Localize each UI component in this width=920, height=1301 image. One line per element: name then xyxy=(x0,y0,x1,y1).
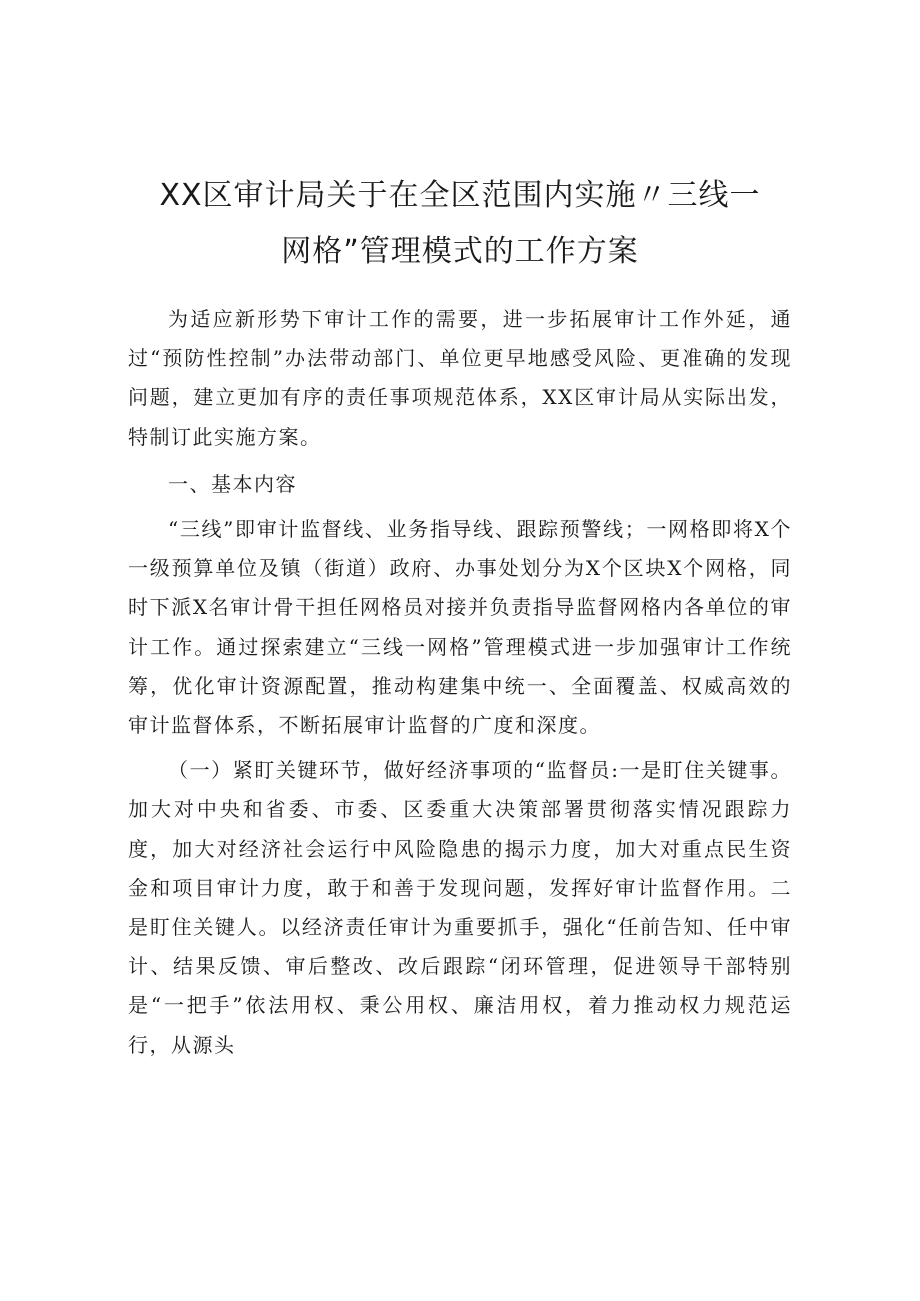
intro-paragraph: 为适应新形势下审计工作的需要，进一步拓展审计工作外延，通过“预防性控制”办法带动部门、单位更早地感受风险、更准确的发现问题，建立更加有序的责任事项规范体系，XX区审计局从实际出发，特制订此实施方案。 xyxy=(128,307,792,449)
title-line-2: 网格”管理模式的工作方案 xyxy=(281,234,639,269)
document-title xyxy=(100,168,820,280)
document-body xyxy=(128,300,792,1065)
basic-content-paragraph: “三线”即审计监督线、业务指导线、跟踪预警线；一网格即将X个一级预算单位及镇（街道）政府、办事处划分为X个区块X个网格，同时下派X名审计骨干担任网格员对接并负责指导监督网格内各单位的审计工作。通过探索建立“三线一网格”管理模式进一步加强审计工作统筹，优化审计资源配置，推动构建集中统一、全面覆盖、权威高效的审计监督体系，不断拓展审计监督的广度和深度。 xyxy=(128,517,792,738)
subsection-paragraph-1: （一）紧盯关键环节，做好经济事项的“监督员:一是盯住关键事。加大对中央和省委、市委、区委重大决策部署贯彻落实情况跟踪力度，加大对经济社会运行中风险隐患的揭示力度，加大对重点民生资金和项目审计力度，敢于和善于发现问题，发挥好审计监督作用。二是盯住关键人。以经济责任审计为重要抓手，强化“任前告知、任中审计、结果反馈、审后整改、改后跟踪“闭环管理，促进领导干部特别是“一把手”依法用权、秉公用权、廉洁用权，着力推动权力规范运行，从源头 xyxy=(128,758,792,1057)
section-heading-basic-content: 一、基本内容 xyxy=(168,471,297,496)
title-line-1: XX区审计局关于在全区范围内实施〃三线一 xyxy=(159,178,761,213)
